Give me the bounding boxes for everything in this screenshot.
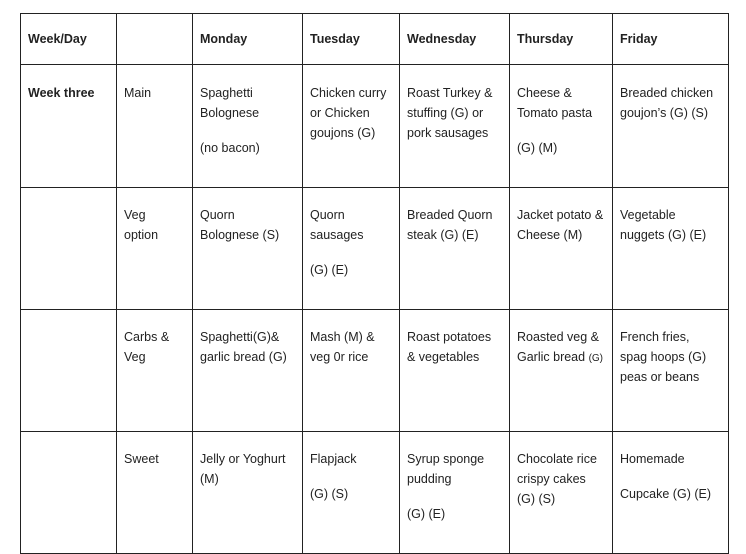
cell-line: Jelly or Yoghurt <box>200 452 286 466</box>
cell-main-thursday <box>510 65 613 188</box>
cell-line: spag hoops (G) <box>620 350 707 364</box>
cell-text: Garlic bread <box>517 350 586 364</box>
cell-carbs-friday <box>613 310 729 432</box>
week-label-empty <box>21 310 117 432</box>
cell-line: nuggets (G) (E) <box>620 228 707 242</box>
cell-veg-monday <box>193 188 303 310</box>
cell-sweet-tuesday <box>303 432 400 554</box>
cell-line: Chocolate rice <box>517 452 597 466</box>
cell-line: steak (G) (E) <box>407 228 479 242</box>
week-label: Week three <box>21 65 117 188</box>
table-row-carbs <box>21 310 729 432</box>
cell-line: pork sausages <box>407 126 489 140</box>
cell-line: goujons (G) <box>310 126 376 140</box>
header-blank <box>117 14 193 65</box>
cell-sweet-friday <box>613 432 729 554</box>
cell-line: stuffing (G) or <box>407 106 484 120</box>
header-monday: Monday <box>193 14 303 65</box>
cell-line: Jacket potato & <box>517 208 604 222</box>
table-row-main <box>21 65 729 188</box>
cell-line: (G) (M) <box>517 141 558 155</box>
cell-line: crispy cakes <box>517 472 586 486</box>
cell-main-wednesday <box>400 65 510 188</box>
header-wednesday: Wednesday <box>400 14 510 65</box>
row-label-carbs <box>117 310 193 432</box>
cell-sweet-wednesday <box>400 432 510 554</box>
cell-line: Vegetable <box>620 208 676 222</box>
cell-line: peas or beans <box>620 370 700 384</box>
header-tuesday: Tuesday <box>303 14 400 65</box>
cell-line: Tomato pasta <box>517 106 593 120</box>
cell-veg-thursday <box>510 188 613 310</box>
table-row-veg <box>21 188 729 310</box>
week-label-empty <box>21 188 117 310</box>
cell-line: Bolognese (S) <box>200 228 280 242</box>
row-label-main: Main <box>117 65 193 188</box>
cell-line <box>517 347 605 369</box>
row-label-line: option <box>124 228 159 242</box>
cell-carbs-monday <box>193 310 303 432</box>
cell-line: Breaded Quorn <box>407 208 493 222</box>
cell-main-friday <box>613 65 729 188</box>
cell-line: garlic bread (G) <box>200 350 287 364</box>
cell-line: (G) (S) <box>517 492 556 506</box>
cell-veg-friday <box>613 188 729 310</box>
cell-small-text: (G) <box>588 353 604 364</box>
cell-main-monday <box>193 65 303 188</box>
cell-line: Quorn <box>200 208 235 222</box>
cell-line: Flapjack <box>310 452 357 466</box>
cell-line: pudding <box>407 472 452 486</box>
cell-veg-wednesday <box>400 188 510 310</box>
row-label-line: Veg <box>124 208 146 222</box>
cell-line: French fries, <box>620 330 690 344</box>
cell-carbs-wednesday <box>400 310 510 432</box>
header-week-day: Week/Day <box>21 14 117 65</box>
row-label-veg <box>117 188 193 310</box>
cell-sweet-monday <box>193 432 303 554</box>
header-row <box>21 14 729 65</box>
cell-veg-tuesday <box>303 188 400 310</box>
cell-line: Spaghetti <box>200 86 253 100</box>
cell-line: (G) (E) <box>407 507 446 521</box>
menu-table <box>20 13 729 554</box>
cell-line: Cheese (M) <box>517 228 583 242</box>
cell-line: & vegetables <box>407 350 480 364</box>
cell-line: (M) <box>200 472 219 486</box>
row-label-line: Carbs & <box>124 330 170 344</box>
cell-line: Breaded chicken <box>620 86 714 100</box>
week-label-empty <box>21 432 117 554</box>
table-row-sweet <box>21 432 729 554</box>
cell-line: sausages <box>310 228 364 242</box>
cell-line: Syrup sponge <box>407 452 485 466</box>
cell-line: Cheese & <box>517 86 572 100</box>
row-label-sweet: Sweet <box>117 432 193 554</box>
cell-line: Cupcake (G) (E) <box>620 487 711 501</box>
cell-line: or Chicken <box>310 106 370 120</box>
cell-main-tuesday <box>303 65 400 188</box>
cell-line: veg 0r rice <box>310 350 369 364</box>
cell-line: (G) (E) <box>310 263 349 277</box>
header-friday: Friday <box>613 14 729 65</box>
cell-line: Roasted veg & <box>517 330 599 344</box>
header-thursday: Thursday <box>510 14 613 65</box>
row-label-line: Veg <box>124 350 146 364</box>
cell-line: goujon’s (G) (S) <box>620 106 708 120</box>
cell-line: Bolognese <box>200 106 260 120</box>
cell-line: (no bacon) <box>200 141 260 155</box>
cell-line: Roast potatoes <box>407 330 492 344</box>
cell-line: Homemade <box>620 452 685 466</box>
cell-sweet-thursday <box>510 432 613 554</box>
cell-carbs-thursday <box>510 310 613 432</box>
cell-line: Mash (M) & <box>310 330 375 344</box>
cell-line: (G) (S) <box>310 487 349 501</box>
cell-line: Quorn <box>310 208 345 222</box>
cell-line: Chicken curry <box>310 86 387 100</box>
cell-line: Spaghetti(G)& <box>200 330 280 344</box>
cell-line: Roast Turkey & <box>407 86 493 100</box>
cell-carbs-tuesday <box>303 310 400 432</box>
